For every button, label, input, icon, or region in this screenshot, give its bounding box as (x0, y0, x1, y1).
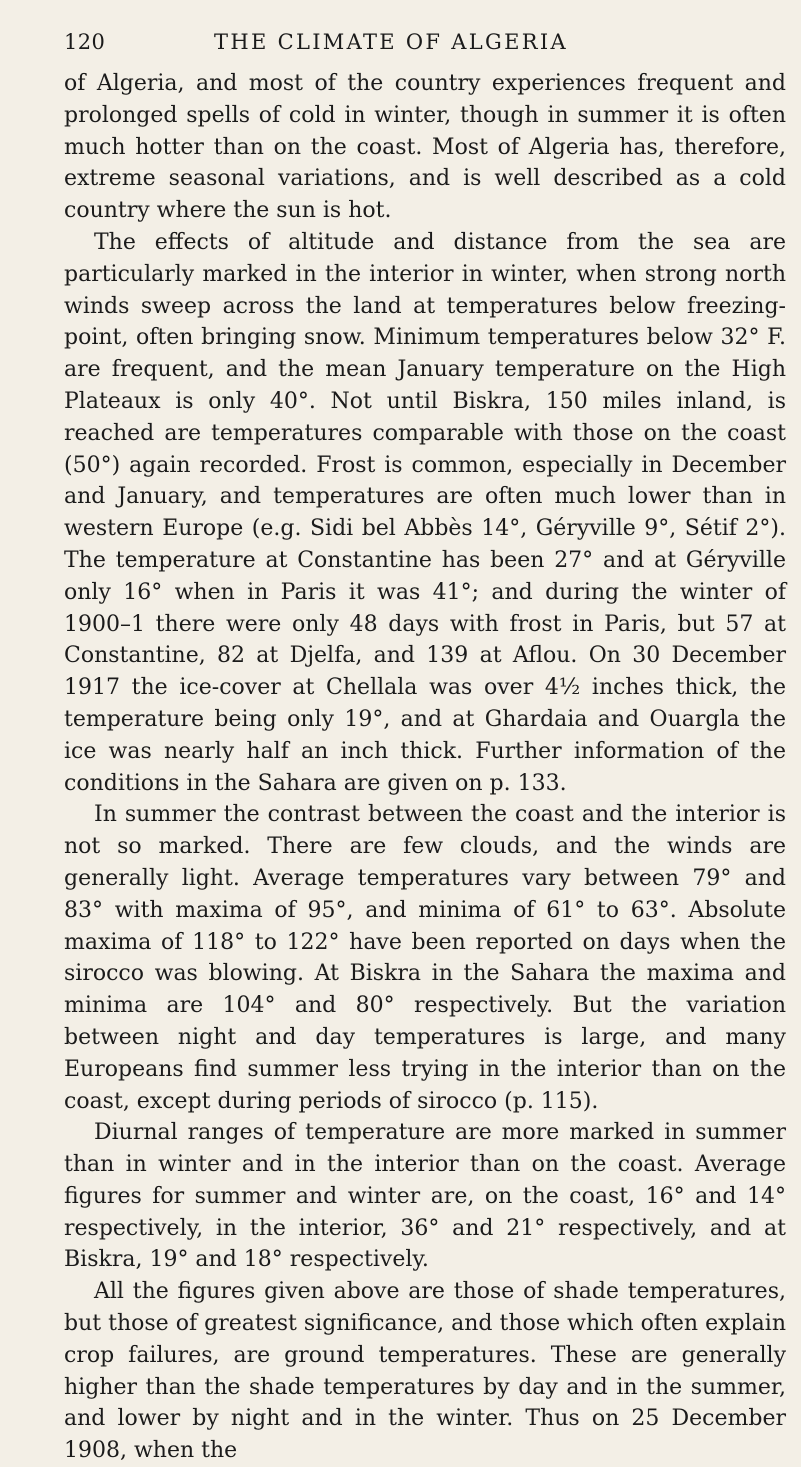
body-text (64, 68, 786, 1467)
page-header (64, 30, 783, 64)
paragraph-ground-temperatures: All the figures given above are those of shade temperatures, but those of greatest significance, and those which often explain crop failures, are ground temperatures. These are generally higher than the shade temperatures by day and in the summer, and lower by night and in the winter. Thus on 25 December 1908, when the (64, 1279, 786, 1464)
paragraph-summer: In summer the contrast between the coast and the interior is not so marked. There are few clouds, and the winds are generally light. Average temperatures vary between 79° and 83° with maxima of 95°, and minima of 61° to 63°. Absolute maxima of 118° to 122° have been reported on days when the sirocco was blowing. At Biskra in the Sahara the maxima and minima are 104° and 80° respectively. But the variation between night and day temperatures is large, and many Europeans find summer less trying in the interior than on the coast, except during periods of sirocco (p. 115). (64, 802, 786, 1114)
page-number: 120 (64, 30, 106, 54)
running-head: THE CLIMATE OF ALGERIA (214, 30, 568, 54)
paragraph-continuation: of Algeria, and most of the country experiences frequent and prolonged spells of cold in winter, though in summer it is often much hotter than on the coast. Most of Algeria has, therefore, extreme seasonal variations, and is well described as a cold country where the sun is hot. (64, 71, 786, 224)
paragraph-winter-interior: The effects of altitude and distance from the sea are particularly marked in the interior in winter, when strong north winds sweep across the land at temperatures below freezing-point, often bringing snow. Minimum temperatures below 32° F. are frequent, and the mean January temperature on the High Plateaux is only 40°. Not until Biskra, 150 miles inland, is reached are temperatures comparable with those on the coast (50°) again recorded. Frost is common, especially in December and January, and temperatures are often much lower than in western Europe (e.g. Sidi bel Abbès 14°, Géryville 9°, Sétif 2°). The temperature at Constantine has been 27° and at Géryville only 16° when in Paris it was 41°; and during the winter of 1900–1 there were only 48 days with frost in Paris, but 57 at Constantine, 82 at Djelfa, and 139 at Aflou. On 30 December 1917 the ice-cover at Chellala was over 4½ inches thick, the temperature being only 19°, and at Ghardaia and Ouargla the ice was nearly half an inch thick. Further information of the conditions in the Sahara are given on p. 133. (64, 229, 786, 796)
paragraph-diurnal-ranges: Diurnal ranges of temperature are more marked in summer than in winter and in the interior than on the coast. Average figures for summer and winter are, on the coast, 16° and 14° respectively, in the interior, 36° and 21° respectively, and at Biskra, 19° and 18° respectively. (64, 1120, 786, 1273)
